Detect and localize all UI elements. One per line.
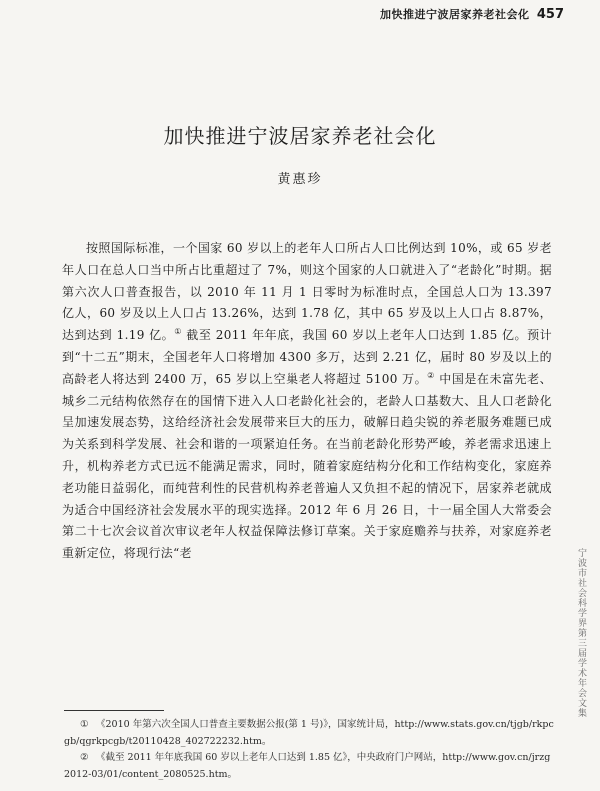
article-title: 加快推进宁波居家养老社会化 — [163, 124, 437, 148]
body-paragraph-1: 按照国际标准，一个国家 60 岁以上的老年人口所占人口比例达到 10%，或 65 岁老年人口在总人口当中所占比重超过了 7%，则这个国家的人口就进入了“老龄化”时期。据第六次人口普查报告，以 2010 年 11 月 1 日零时为标准时点，全国总人口为 13.397 亿人，60 岁及以上人口占 13.26%，达到 1.78 亿，其中 65 岁及以上人口占 8.87%，达到达到 1.19 亿。 — [62, 241, 552, 343]
footnote-text-2: 《截至 2011 年年底我国 60 岁以上老年人口达到 1.85 亿》，中央政府门户网站，http://www.gov.cn/jrzg2012-03/01/content_2080525.htm。 — [64, 752, 551, 780]
page-number: 457 — [536, 7, 564, 22]
article-author: 黄惠珍 — [277, 172, 323, 187]
footnote-divider — [64, 710, 164, 711]
body-paragraph-3: 中国是在未富先老、城乡二元结构依然存在的国情下进入人口老龄化社会的，老龄人口基数大、且人口老龄化呈加速发展态势，这给经济社会发展带来巨大的压力，破解日趋尖锐的养老服务难题已成为关系到科学发展、社会和谐的一项紧迫任务。在当前老龄化形势严峻，养老需求迅速上升，机构养老方式已远不能满足需求，同时，随着家庭结构分化和工作结构变化，家庭养老功能日益弱化，而纯营利性的民营机构养老普遍人又负担不起的情况下，居家养老就成为适合中国经济社会发展水平的现实选择。2012 年 6 月 26 日，十一届全国人大常委会第二十七次会议首次审议老年人权益保障法修订草案。关于家庭赡养与扶养，对家庭养老重新定位，将现行法“老 — [62, 371, 552, 561]
body-paragraph-2: 截至 2011 年年底，我国 60 岁以上老年人口达到 1.85 亿。预计到“十二五”期末，全国老年人口将增加 4300 多万，达到 2.21 亿，届时 80 岁及以上的高龄老人将达到 2400 万，65 岁以上空巢老人将超过 5100 万。 — [62, 328, 552, 386]
footnote-1 — [64, 717, 554, 750]
footnotes — [64, 717, 554, 783]
running-header — [380, 6, 564, 28]
running-header-title: 加快推进宁波居家养老社会化 — [380, 8, 530, 21]
footnote-ref-1: ① — [174, 327, 182, 337]
footnote-marker-1: ① — [80, 719, 89, 730]
footnote-marker-2: ② — [80, 752, 89, 763]
footnote-2 — [64, 750, 554, 783]
footnote-ref-2: ② — [427, 370, 435, 380]
footnote-text-1: 《2010 年第六次全国人口普查主要数据公报(第 1 号)》，国家统计局，http://www.stats.gov.cn/tjgb/rkpcgb/qgrkpcgb/t20110428_402722232.htm。 — [64, 719, 554, 747]
article-body — [62, 238, 552, 565]
side-margin-text: 宁波市社会科学界第三届学术年会文集 — [576, 548, 586, 718]
